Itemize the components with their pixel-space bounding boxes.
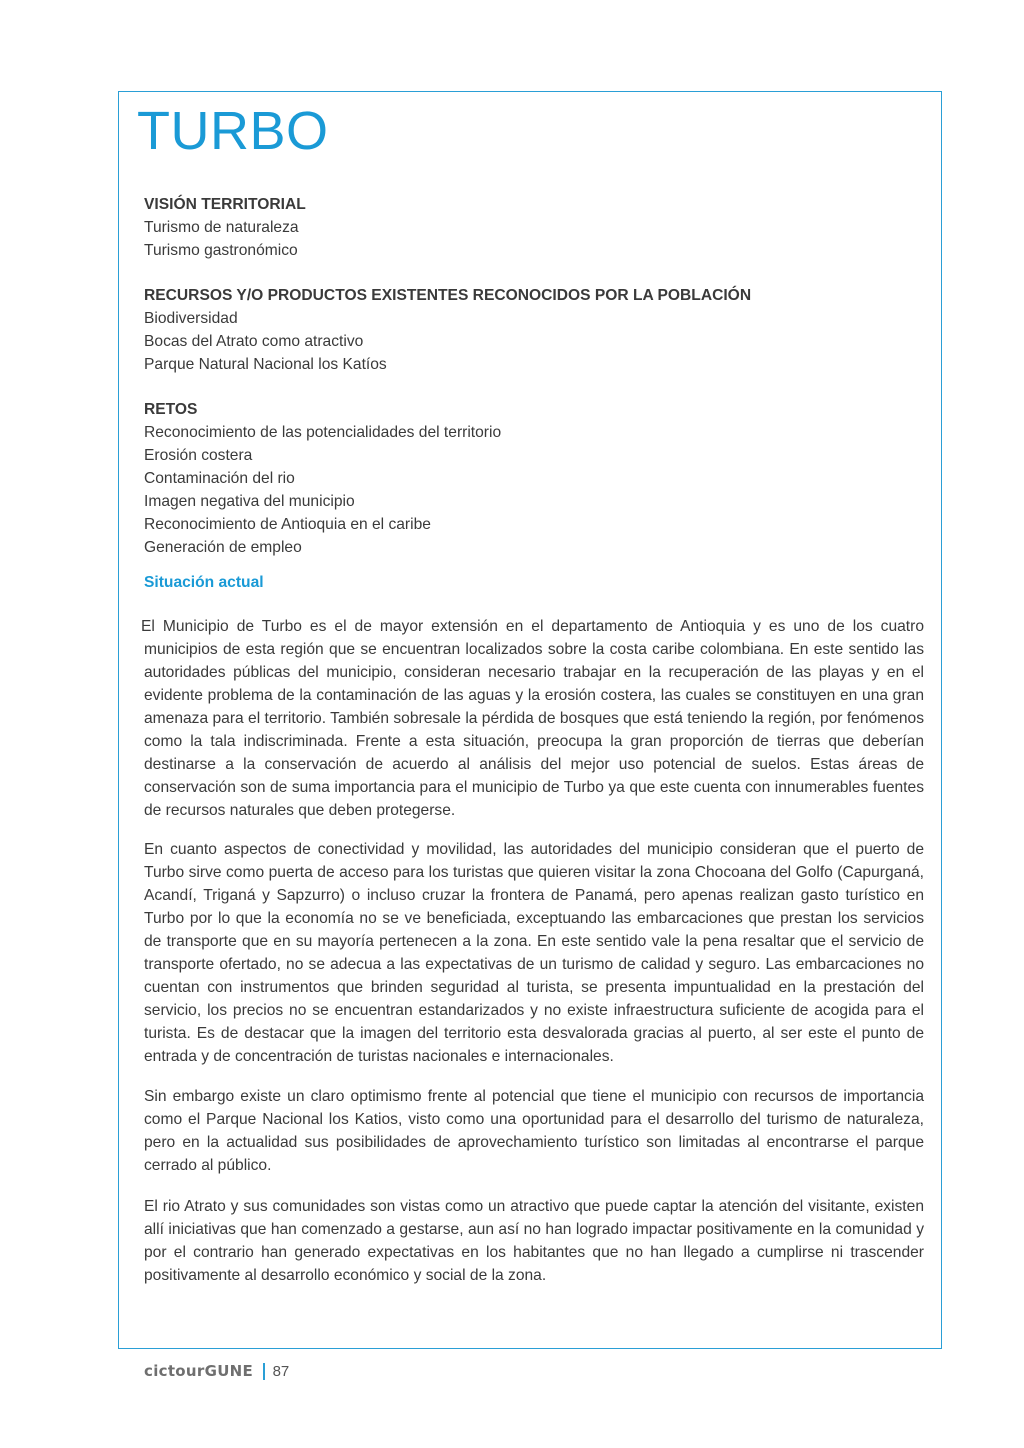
challenges-item: Reconocimiento de las potencialidades del territorio	[144, 424, 502, 441]
challenges-item: Reconocimiento de Antioquia en el caribe	[144, 516, 431, 533]
resources-item: Bocas del Atrato como atractivo	[144, 333, 364, 350]
challenges-item: Generación de empleo	[144, 539, 302, 556]
resources-heading: RECURSOS Y/O PRODUCTOS EXISTENTES RECONOCIDOS POR LA POBLACIÓN	[144, 287, 752, 304]
challenges-item: Contaminación del rio	[144, 470, 295, 487]
situation-paragraph: En cuanto aspectos de conectividad y movilidad, las autoridades del municipio consideran que el puerto de Turbo sirve como puerta de acceso para los turistas que quieren visitar la zona Chocoana del Golfo (Capurganá, Acandí, Triganá y Sapzurro) o incluso cruzar la frontera de Panamá, pero apenas realizan gasto turístico en Turbo por lo que la economía no se ve beneficiada, exceptuando las embarcaciones que prestan los servicios de transporte que en su mayoría pertenecen a la zona. En este sentido vale la pena resaltar que el servicio de transporte ofertado, no se adecua a las expectativas de un turismo de calidad y seguro. Las embarcaciones no cuentan con instrumentos que brinden seguridad al turista, se presenta impuntualidad en la prestación del servicio, los precios no se encuentran estandarizados y no existe infraestructura suficiente de acogida para el turista. Es de destacar que la imagen del territorio esta desvalorada gracias al puerto, al ser este el punto de entrada y de concentración de turistas nacionales e internacionales.	[144, 841, 924, 1065]
brand-logo: cictourGUNE	[144, 1362, 254, 1380]
vision-item: Turismo gastronómico	[144, 242, 298, 259]
situation-paragraph: El rio Atrato y sus comunidades son vistas como un atractivo que puede captar la atención del visitante, existen allí iniciativas que han comenzado a gestarse, aun así no han logrado impactar positivamente en la comunidad y por el contrario han generado expectativas en los habitantes que no han llegado a cumplirse ni trascender positivamente al desarrollo económico y social de la zona.	[144, 1198, 924, 1284]
situation-paragraph: Sin embargo existe un claro optimismo frente al potencial que tiene el municipio con recursos de importancia como el Parque Nacional los Katios, visto como una oportunidad para el desarrollo del turismo de naturaleza, pero en la actualidad sus posibilidades de aprovechamiento turístico son limitadas al encontrarse el parque cerrado al público.	[144, 1088, 924, 1174]
page-number: 87	[272, 1362, 290, 1380]
challenges-item: Imagen negativa del municipio	[144, 493, 355, 510]
page-content	[141, 193, 924, 1287]
resources-section	[144, 284, 924, 376]
challenges-heading: RETOS	[144, 401, 198, 418]
challenges-item: Erosión costera	[144, 447, 253, 464]
situation-heading: Situación actual	[144, 574, 264, 591]
page-footer	[144, 1362, 289, 1380]
challenges-section	[144, 398, 924, 559]
page-title: TURBO	[137, 101, 329, 161]
resources-item: Biodiversidad	[144, 310, 238, 327]
vision-section	[144, 193, 924, 262]
situation-paragraph: El Municipio de Turbo es el de mayor extensión en el departamento de Antioquia y es uno de los cuatro municipios de esta región que se encuentran localizados sobre la costa caribe colombiana. En este sentido las autoridades públicas del municipio, consideran necesario trabajar en la recuperación de las playas y en el evidente problema de la contaminación de las aguas y la erosión costera, las cuales se constituyen en una gran amenaza para el territorio. También sobresale la pérdida de bosques que está teniendo la región, por fenómenos como la tala indiscriminada. Frente a esta situación, preocupa la gran proporción de tierras que deberían destinarse a la conservación de acuerdo al análisis del mejor uso potencial de suelos. Estas áreas de conservación son de suma importancia para el municipio de Turbo ya que este cuenta con innumerables fuentes de recursos naturales que deben protegerse.	[141, 618, 924, 819]
vision-item: Turismo de naturaleza	[144, 219, 299, 236]
footer-divider	[263, 1363, 265, 1380]
resources-item: Parque Natural Nacional los Katíos	[144, 356, 387, 373]
vision-heading: VISIÓN TERRITORIAL	[144, 196, 306, 213]
